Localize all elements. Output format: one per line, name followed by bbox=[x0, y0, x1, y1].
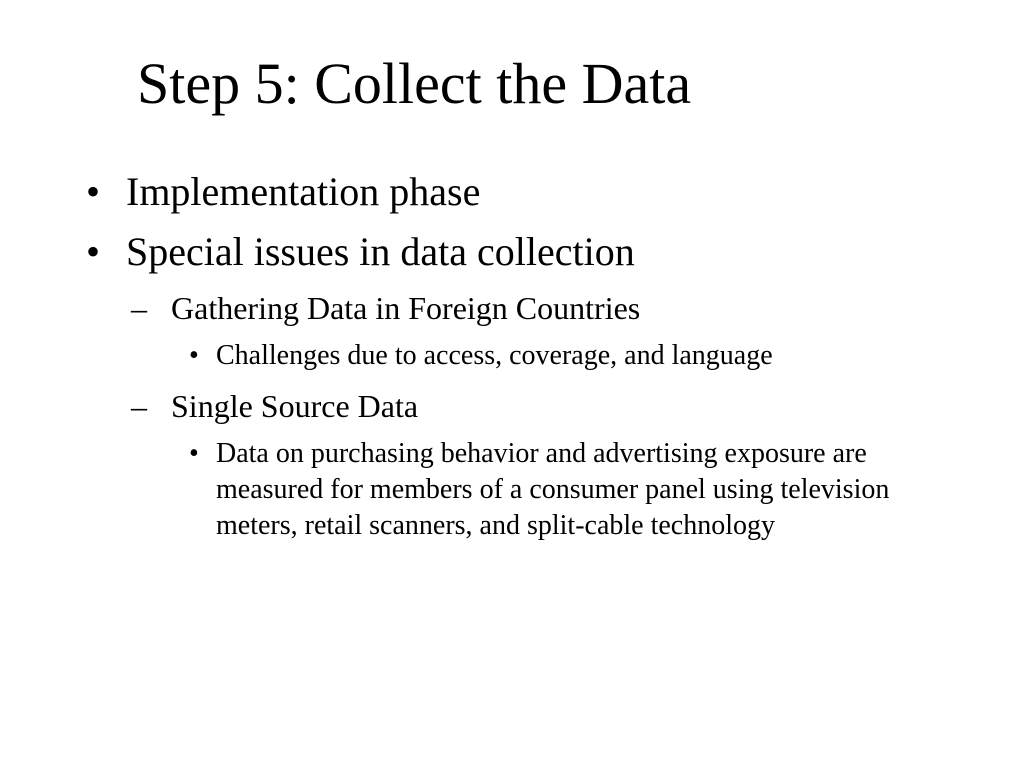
sub-sub-bullet-item bbox=[189, 436, 929, 544]
bullet-marker: • bbox=[189, 438, 199, 469]
slide-title: Step 5: Collect the Data bbox=[137, 51, 692, 116]
sub-bullet-text: Single Source Data bbox=[171, 388, 419, 424]
bullet-marker: • bbox=[86, 169, 101, 214]
bullet-marker: • bbox=[86, 229, 101, 274]
bullet-text: Special issues in data collection bbox=[126, 229, 635, 274]
sub-sub-bullet-text: Challenges due to access, coverage, and language bbox=[216, 340, 773, 371]
sub-sub-bullet-text: Data on purchasing behavior and advertising exposure are measured for members of a consumer panel using television meters, retail scanners, and split-cable technology bbox=[216, 438, 890, 541]
bullet-text: Implementation phase bbox=[126, 169, 481, 214]
dash-marker: – bbox=[131, 290, 147, 326]
sub-sub-bullet-item bbox=[189, 338, 929, 374]
bullet-marker: • bbox=[189, 340, 199, 371]
sub-bullet-text: Gathering Data in Foreign Countries bbox=[171, 290, 641, 326]
dash-marker: – bbox=[131, 388, 147, 424]
